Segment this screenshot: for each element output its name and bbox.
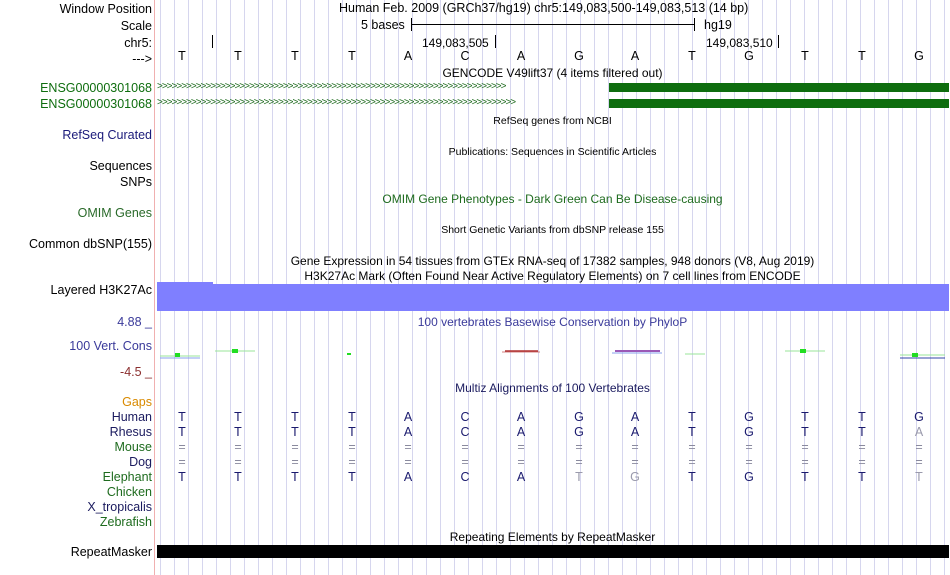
coord-label-2: 149,083,510 bbox=[706, 36, 773, 50]
alignment-base: = bbox=[688, 440, 696, 454]
ruler-tick-1 bbox=[212, 35, 213, 48]
alignment-base: = bbox=[348, 455, 356, 469]
alignment-base: = bbox=[858, 455, 866, 469]
scale-bar-right bbox=[694, 18, 695, 31]
alignment-base: T bbox=[348, 425, 356, 439]
sequence-base: A bbox=[516, 49, 526, 63]
alignment-base: = bbox=[517, 440, 525, 454]
label-refseq[interactable]: RefSeq Curated bbox=[62, 128, 152, 142]
alignment-base: = bbox=[461, 455, 469, 469]
refseq-title: RefSeq genes from NCBI bbox=[493, 115, 612, 127]
alignment-base: T bbox=[858, 470, 866, 484]
species-label[interactable]: Chicken bbox=[106, 485, 152, 499]
alignment-base: G bbox=[574, 410, 584, 424]
alignment-base: A bbox=[516, 470, 526, 484]
species-label[interactable]: Dog bbox=[129, 455, 152, 469]
alignment-base: G bbox=[914, 410, 924, 424]
alignment-base: = bbox=[234, 455, 242, 469]
phylop-plot[interactable] bbox=[0, 340, 950, 370]
window-position-text: Human Feb. 2009 (GRCh37/hg19) chr5:149,083,500-149,083,513 (14 bp) bbox=[339, 1, 749, 15]
alignment-base: T bbox=[801, 470, 809, 484]
omim-title: OMIM Gene Phenotypes - Dark Green Can Be Disease-causing bbox=[382, 192, 723, 206]
alignment-base: T bbox=[801, 425, 809, 439]
sequence-base: T bbox=[858, 49, 866, 63]
label-cons-max: 4.88 _ bbox=[117, 315, 152, 329]
alignment-base: A bbox=[630, 410, 640, 424]
alignment-base: = bbox=[291, 455, 299, 469]
sequence-base: A bbox=[403, 49, 413, 63]
alignment-base: C bbox=[460, 425, 470, 439]
gencode-title: GENCODE V49lift37 (4 items filtered out) bbox=[442, 66, 663, 80]
alignment-base: = bbox=[858, 440, 866, 454]
scale-bar bbox=[411, 24, 695, 25]
alignment-base: = bbox=[801, 440, 809, 454]
alignment-base: T bbox=[291, 470, 299, 484]
alignment-base: = bbox=[178, 455, 186, 469]
phylop-marks bbox=[160, 349, 945, 358]
alignment-base: T bbox=[688, 470, 696, 484]
alignment-base: = bbox=[461, 440, 469, 454]
alignment-base: T bbox=[801, 410, 809, 424]
sequence-base: G bbox=[574, 49, 584, 63]
phylop-title: 100 vertebrates Basewise Conservation by PhyloP bbox=[417, 315, 688, 329]
alignment-base: T bbox=[178, 425, 186, 439]
alignment-base: = bbox=[404, 455, 412, 469]
alignment-base: = bbox=[575, 455, 583, 469]
species-label[interactable]: Human bbox=[111, 410, 152, 424]
label-window-position: Window Position bbox=[59, 2, 152, 16]
species-label[interactable]: Zebrafish bbox=[99, 515, 152, 529]
label-gaps: Gaps bbox=[122, 395, 152, 409]
alignment-base: A bbox=[403, 410, 413, 424]
gene-1-intron[interactable]: >>>>>>>>>>>>>>>>>>>>>>>>>>>>>>>>>>>>>>>>>>>>>>>>>>>>>>>>>>>>>>>>>>>>>>>> bbox=[157, 81, 506, 92]
alignment-base: = bbox=[517, 455, 525, 469]
alignment-base: G bbox=[574, 425, 584, 439]
gene-1-exon[interactable] bbox=[609, 83, 949, 92]
alignment-base: T bbox=[688, 410, 696, 424]
label-cons[interactable]: 100 Vert. Cons bbox=[69, 339, 152, 353]
alignment-base: T bbox=[291, 425, 299, 439]
sequence-base: T bbox=[291, 49, 299, 63]
coord-label-1: 149,083,505 bbox=[422, 36, 489, 50]
species-label[interactable]: Elephant bbox=[102, 470, 152, 484]
multiz-title: Multiz Alignments of 100 Vertebrates bbox=[455, 381, 650, 395]
ruler-tick-2 bbox=[495, 35, 496, 48]
species-label[interactable]: Rhesus bbox=[109, 425, 152, 439]
sequence-base: T bbox=[348, 49, 356, 63]
alignment-base: = bbox=[801, 455, 809, 469]
species-label[interactable]: X_tropicalis bbox=[87, 500, 152, 514]
alignment-base: G bbox=[630, 470, 640, 484]
alignment-base: = bbox=[915, 455, 923, 469]
alignment-base: = bbox=[745, 440, 753, 454]
gene-2-intron[interactable]: >>>>>>>>>>>>>>>>>>>>>>>>>>>>>>>>>>>>>>>>>>>>>>>>>>>>>>>>>>>>>>>>>>>>>>>>>> bbox=[157, 97, 516, 108]
label-omim[interactable]: OMIM Genes bbox=[77, 206, 152, 220]
alignment-base: T bbox=[178, 410, 186, 424]
track-separator bbox=[154, 0, 155, 575]
alignment-base: T bbox=[291, 410, 299, 424]
alignment-base: = bbox=[234, 440, 242, 454]
sequence-base: G bbox=[744, 49, 754, 63]
alignment-base: = bbox=[631, 440, 639, 454]
publications-title: Publications: Sequences in Scientific Articles bbox=[448, 146, 657, 158]
alignment-base: G bbox=[744, 410, 754, 424]
dbsnp-title: Short Genetic Variants from dbSNP release 155 bbox=[441, 224, 664, 236]
alignment-base: G bbox=[744, 425, 754, 439]
alignment-base: T bbox=[178, 470, 186, 484]
label-snps[interactable]: SNPs bbox=[120, 175, 152, 189]
alignment-base: T bbox=[575, 470, 583, 484]
label-gene-1[interactable]: ENSG00000301068 bbox=[40, 81, 152, 95]
gtex-title: Gene Expression in 54 tissues from GTEx RNA-seq of 17382 samples, 948 donors (V8, Aug 2019) bbox=[290, 254, 815, 268]
label-scale: Scale bbox=[120, 19, 152, 33]
h3k27ac-signal[interactable] bbox=[157, 284, 949, 311]
alignment-base: = bbox=[575, 440, 583, 454]
sequence-base: G bbox=[914, 49, 924, 63]
label-gene-2[interactable]: ENSG00000301068 bbox=[40, 97, 152, 111]
assembly-text: hg19 bbox=[704, 18, 732, 32]
ruler-tick-3 bbox=[778, 35, 779, 48]
alignment-base: T bbox=[858, 410, 866, 424]
alignment-base: C bbox=[460, 410, 470, 424]
sequence-base: T bbox=[801, 49, 809, 63]
alignment-base: = bbox=[631, 455, 639, 469]
h3k27ac-peak bbox=[157, 282, 213, 284]
label-sequences[interactable]: Sequences bbox=[89, 159, 152, 173]
label-h3k27ac[interactable]: Layered H3K27Ac bbox=[50, 283, 152, 297]
alignment-base: = bbox=[291, 440, 299, 454]
label-dbsnp[interactable]: Common dbSNP(155) bbox=[29, 237, 152, 251]
alignment-base: T bbox=[915, 470, 923, 484]
h3k27ac-title: H3K27Ac Mark (Often Found Near Active Regulatory Elements) on 7 cell lines from ENCODE bbox=[304, 269, 801, 283]
alignment-base: A bbox=[516, 410, 526, 424]
repeatmasker-title: Repeating Elements by RepeatMasker bbox=[449, 530, 656, 544]
label-strand: ---> bbox=[132, 52, 152, 66]
alignment-base: T bbox=[858, 425, 866, 439]
label-cons-min: -4.5 _ bbox=[120, 365, 152, 379]
alignment-base: A bbox=[403, 425, 413, 439]
alignment-base: A bbox=[403, 470, 413, 484]
sequence-base: C bbox=[460, 49, 470, 63]
alignment-base: C bbox=[460, 470, 470, 484]
alignment-base: = bbox=[178, 440, 186, 454]
alignment-base: T bbox=[234, 410, 242, 424]
label-repeatmasker[interactable]: RepeatMasker bbox=[70, 545, 152, 559]
label-chrom: chr5: bbox=[124, 36, 152, 50]
scale-text: 5 bases bbox=[361, 18, 405, 32]
repeatmasker-bar[interactable] bbox=[157, 545, 949, 558]
gene-2-exon[interactable] bbox=[609, 99, 949, 108]
sequence-base: T bbox=[688, 49, 696, 63]
sequence-base: T bbox=[234, 49, 242, 63]
alignment-base: A bbox=[630, 425, 640, 439]
alignment-base: A bbox=[914, 425, 924, 439]
alignment-base: T bbox=[688, 425, 696, 439]
alignment-base: G bbox=[744, 470, 754, 484]
alignment-base: A bbox=[516, 425, 526, 439]
alignment-base: = bbox=[688, 455, 696, 469]
alignment-base: = bbox=[404, 440, 412, 454]
alignment-base: T bbox=[348, 410, 356, 424]
alignment-base: = bbox=[348, 440, 356, 454]
species-label[interactable]: Mouse bbox=[114, 440, 152, 454]
sequence-base: T bbox=[178, 49, 186, 63]
sequence-base: A bbox=[630, 49, 640, 63]
alignment-base: T bbox=[348, 470, 356, 484]
alignment-base: T bbox=[234, 425, 242, 439]
alignment-base: = bbox=[915, 440, 923, 454]
alignment-base: T bbox=[234, 470, 242, 484]
alignment-base: = bbox=[745, 455, 753, 469]
